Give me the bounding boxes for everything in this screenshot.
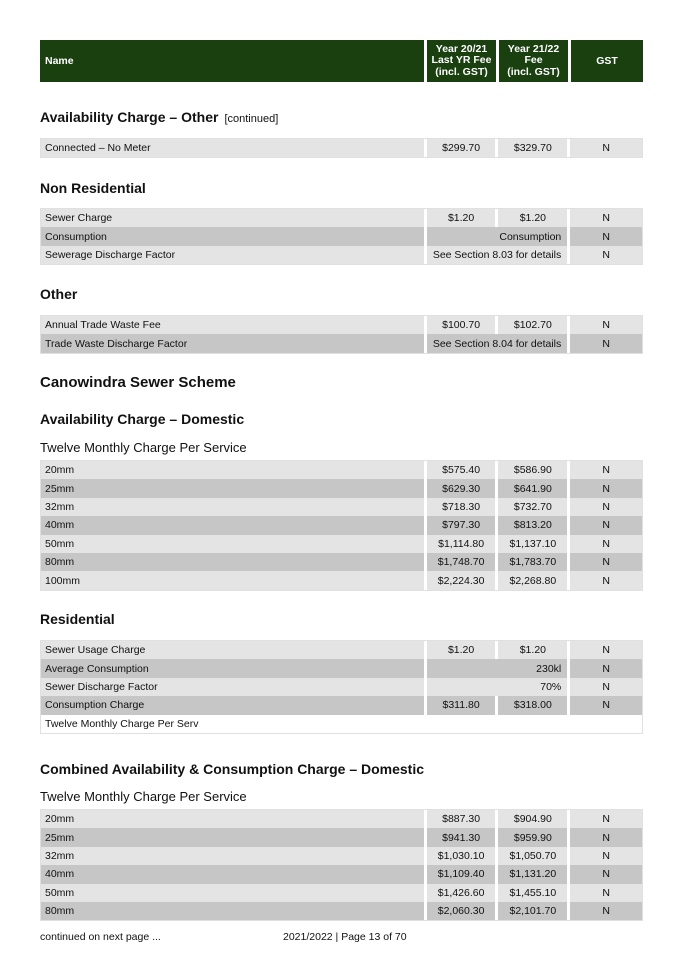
section-title-residential: Residential [40, 611, 115, 627]
row-fee-year1: $575.40 [427, 461, 496, 479]
row-name: Annual Trade Waste Fee [41, 316, 424, 334]
row-fee-year1: $797.30 [427, 516, 496, 534]
row-name: 50mm [41, 884, 424, 902]
row-fee-year2: $102.70 [498, 316, 567, 334]
table-row [41, 139, 642, 157]
row-fee-year1: $299.70 [427, 139, 496, 157]
row-name: 50mm [41, 535, 424, 553]
row-gst: N [570, 498, 642, 516]
row-gst: N [570, 535, 642, 553]
row-name: Consumption [41, 227, 424, 245]
section-title-other: Other [40, 286, 78, 302]
table-row [41, 884, 642, 902]
scheme-title: Canowindra Sewer Scheme [40, 374, 236, 391]
fee-table-header [40, 40, 643, 82]
table-row [41, 810, 642, 828]
table-row [41, 227, 642, 245]
table-row [41, 553, 642, 571]
row-name: 80mm [41, 902, 424, 920]
header-year1-line2: Last YR Fee [431, 54, 492, 67]
row-name: 20mm [41, 461, 424, 479]
row-fee-year2: $1.20 [498, 209, 567, 227]
row-fee-year1: $629.30 [427, 479, 496, 497]
section-title-combined: Combined Availability & Consumption Charge – Domestic [40, 761, 425, 777]
row-fee-year2: $1,455.10 [498, 884, 567, 902]
row-gst: N [570, 316, 642, 334]
row-gst: N [570, 865, 642, 883]
row-fee-year2: $1,137.10 [498, 535, 567, 553]
table-row [41, 316, 642, 334]
row-name: 25mm [41, 828, 424, 846]
row-gst: N [570, 696, 642, 714]
row-fee-year1: $718.30 [427, 498, 496, 516]
row-fee-year2: $959.90 [498, 828, 567, 846]
row-name: Average Consumption [41, 659, 424, 677]
row-name: 32mm [41, 498, 424, 516]
row-gst: N [570, 902, 642, 920]
row-fee-note: 230kl [427, 659, 568, 677]
table-row [41, 498, 642, 516]
header-year2-line3: (incl. GST) [507, 65, 560, 78]
table-other [40, 315, 643, 354]
header-year2-line1: Year 21/22 [507, 42, 560, 55]
row-fee-year2: $641.90 [498, 479, 567, 497]
row-fee-note: Consumption [427, 227, 568, 245]
row-fee-year2: $2,268.80 [498, 571, 567, 589]
table-row [41, 659, 642, 677]
row-fee-year2: $1,050.70 [498, 847, 567, 865]
row-gst: N [570, 246, 642, 264]
table-row [41, 865, 642, 883]
section-title-availability-domestic: Availability Charge – Domestic [40, 411, 245, 427]
table-row [41, 334, 642, 352]
row-fee-year1: $1,426.60 [427, 884, 496, 902]
header-year1 [427, 40, 496, 82]
row-name: 20mm [41, 810, 424, 828]
table-row [41, 246, 642, 264]
row-name: 80mm [41, 553, 424, 571]
row-name: Connected – No Meter [41, 139, 424, 157]
row-gst: N [570, 334, 642, 352]
row-fee-year2: $318.00 [498, 696, 567, 714]
table-availability-other [40, 138, 643, 158]
row-name: Sewer Discharge Factor [41, 678, 424, 696]
table-combined [40, 809, 643, 921]
row-fee-year1: $100.70 [427, 316, 496, 334]
table-row [41, 715, 642, 733]
table-row [41, 678, 642, 696]
row-fee-year1: $1,748.70 [427, 553, 496, 571]
row-name: Consumption Charge [41, 696, 424, 714]
row-gst: N [570, 571, 642, 589]
row-gst: N [570, 810, 642, 828]
table-row [41, 461, 642, 479]
row-name: 40mm [41, 516, 424, 534]
row-name: Twelve Monthly Charge Per Serv [41, 715, 642, 733]
table-row [41, 516, 642, 534]
header-gst: GST [571, 40, 643, 82]
row-fee-year2: $586.90 [498, 461, 567, 479]
row-fee-note: See Section 8.04 for details [427, 334, 568, 352]
row-fee-year2: $1,131.20 [498, 865, 567, 883]
row-gst: N [570, 209, 642, 227]
row-gst: N [570, 659, 642, 677]
row-name: Sewer Charge [41, 209, 424, 227]
row-fee-year2: $2,101.70 [498, 902, 567, 920]
row-fee-year1: $941.30 [427, 828, 496, 846]
table-row [41, 209, 642, 227]
row-gst: N [570, 516, 642, 534]
row-gst: N [570, 461, 642, 479]
row-gst: N [570, 227, 642, 245]
subtitle-combined: Twelve Monthly Charge Per Service [40, 789, 247, 804]
row-name: Sewer Usage Charge [41, 641, 424, 659]
row-fee-year1: $1.20 [427, 209, 496, 227]
footer-continued: continued on next page ... [40, 931, 161, 943]
row-fee-year1: $311.80 [427, 696, 496, 714]
header-year1-line1: Year 20/21 [435, 42, 488, 55]
table-residential [40, 640, 643, 734]
row-fee-year2: $813.20 [498, 516, 567, 534]
table-row [41, 902, 642, 920]
row-name: 100mm [41, 571, 424, 589]
row-name: 32mm [41, 847, 424, 865]
header-year2-line2: Fee [524, 54, 543, 67]
table-non-residential [40, 208, 643, 265]
row-gst: N [570, 678, 642, 696]
continued-label: [continued] [224, 113, 279, 125]
table-availability-domestic [40, 460, 643, 591]
row-gst: N [570, 139, 642, 157]
row-name: 25mm [41, 479, 424, 497]
row-fee-year2: $904.90 [498, 810, 567, 828]
row-gst: N [570, 553, 642, 571]
table-row [41, 641, 642, 659]
row-gst: N [570, 828, 642, 846]
row-fee-year1: $1,114.80 [427, 535, 496, 553]
footer-page-number: 2021/2022 | Page 13 of 70 [283, 931, 407, 943]
row-name: Sewerage Discharge Factor [41, 246, 424, 264]
row-name: Trade Waste Discharge Factor [41, 334, 424, 352]
section-title-non-residential: Non Residential [40, 180, 146, 196]
section-title-availability-other [40, 109, 643, 125]
table-row [41, 696, 642, 714]
table-row [41, 479, 642, 497]
row-fee-year1: $2,060.30 [427, 902, 496, 920]
row-gst: N [570, 847, 642, 865]
row-gst: N [570, 479, 642, 497]
row-fee-year2: $732.70 [498, 498, 567, 516]
row-fee-year1: $1,030.10 [427, 847, 496, 865]
header-year1-line3: (incl. GST) [435, 65, 488, 78]
section-title-text: Availability Charge – Other [40, 109, 219, 125]
row-fee-note: 70% [427, 678, 568, 696]
row-gst: N [570, 884, 642, 902]
row-gst: N [570, 641, 642, 659]
table-row [41, 535, 642, 553]
header-year2 [499, 40, 568, 82]
row-fee-year1: $1,109.40 [427, 865, 496, 883]
row-fee-year1: $1.20 [427, 641, 496, 659]
subtitle-availability-domestic: Twelve Monthly Charge Per Service [40, 440, 247, 455]
header-name: Name [40, 40, 424, 82]
row-fee-year2: $329.70 [498, 139, 567, 157]
table-row [41, 847, 642, 865]
row-fee-year2: $1.20 [498, 641, 567, 659]
row-fee-note: See Section 8.03 for details [427, 246, 568, 264]
table-row [41, 571, 642, 589]
table-row [41, 828, 642, 846]
row-fee-year1: $887.30 [427, 810, 496, 828]
row-fee-year2: $1,783.70 [498, 553, 567, 571]
row-name: 40mm [41, 865, 424, 883]
row-fee-year1: $2,224.30 [427, 571, 496, 589]
